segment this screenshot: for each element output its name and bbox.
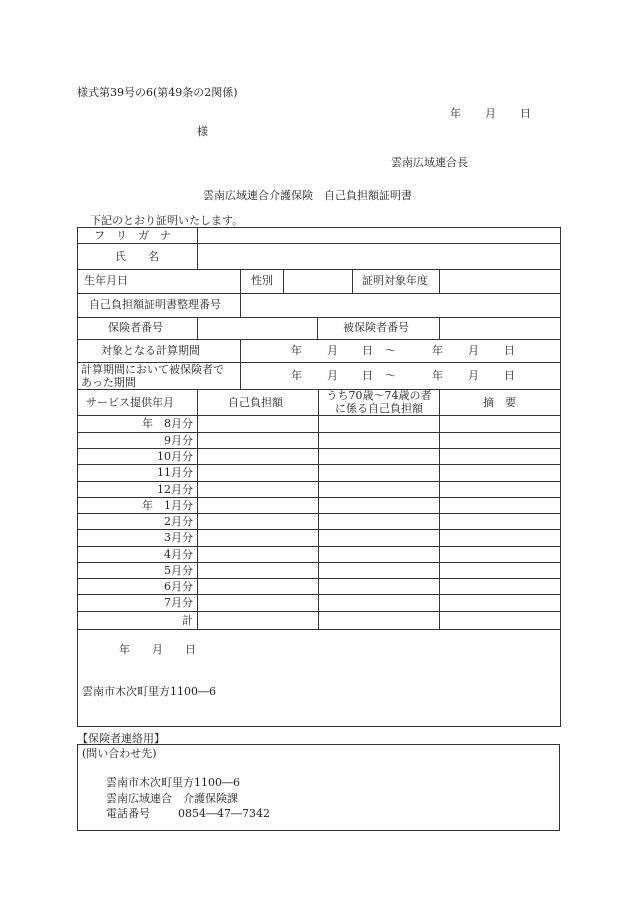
insured-period-day2: 日 — [504, 369, 515, 382]
calc-period-label: 対象となる計算期間 — [101, 344, 200, 357]
issuer-name: 雲南広域連合長 — [391, 156, 468, 169]
date-month-label: 月 — [485, 107, 496, 120]
col-header-age-line1: うち70歳～74歳の者 — [326, 389, 432, 402]
table-row: 7月分 — [164, 596, 193, 609]
table-row: 11月分 — [157, 466, 193, 479]
table-row: 9月分 — [164, 434, 193, 447]
table-row: 5月分 — [164, 564, 193, 577]
cert-number-label: 自己負担額証明書整理番号 — [89, 298, 221, 311]
calc-period-day1: 日 — [362, 344, 373, 357]
table-row: 3月分 — [164, 531, 193, 544]
phone-number: 0854―47―7342 — [178, 807, 270, 820]
table-row-total: 計 — [182, 614, 193, 627]
birthdate-label: 生年月日 — [84, 274, 128, 287]
calc-period-year1: 年 — [291, 344, 302, 357]
calc-period-month2: 月 — [468, 344, 479, 357]
insured-period-day1: 日 — [362, 369, 373, 382]
phone-label: 電話番号 — [106, 807, 150, 820]
certificate-table — [77, 227, 561, 727]
date-day-label: 日 — [520, 107, 531, 120]
table-row: 年 8月分 — [142, 417, 193, 430]
calc-period-month1: 月 — [327, 344, 338, 357]
furigana-label: フ リ ガ ナ — [94, 229, 171, 242]
insured-period-label-1: 計算期間において被保険者で — [81, 363, 224, 376]
form-number: 様式第39号の6(第49条の2関係) — [77, 86, 238, 99]
table-row: 12月分 — [157, 483, 193, 496]
name-label: 氏 名 — [115, 250, 159, 263]
contact-address: 雲南市木次町里方1100―6 — [106, 776, 240, 789]
target-year-label: 証明対象年度 — [362, 274, 428, 287]
addressee-suffix: 様 — [197, 125, 208, 138]
contact-box — [77, 744, 560, 831]
insured-number-label: 被保険者番号 — [343, 321, 409, 334]
insurer-number-label: 保険者番号 — [108, 321, 163, 334]
calc-period-day2: 日 — [504, 344, 515, 357]
insured-period-year1: 年 — [291, 369, 302, 382]
contact-heading: 【保険者連絡用】 — [77, 732, 165, 745]
col-header-self-pay: 自己負担額 — [228, 396, 283, 409]
table-row: 4月分 — [164, 548, 193, 561]
issue-date: 年 月 日 — [119, 643, 196, 656]
insured-period-year2: 年 — [432, 369, 443, 382]
insured-period-month1: 月 — [327, 369, 338, 382]
calc-period-year2: 年 — [432, 344, 443, 357]
issuer-address: 雲南市木次町里方1100―6 — [82, 685, 216, 698]
table-row: 年 1月分 — [142, 499, 193, 512]
intro-text: 下記のとおり証明いたします。 — [90, 214, 244, 227]
calc-period-tilde: ～ — [385, 344, 396, 357]
document-title: 雲南広域連合介護保険 自己負担額証明書 — [203, 189, 412, 202]
insured-period-month2: 月 — [468, 369, 479, 382]
insured-period-tilde: ～ — [385, 369, 396, 382]
insured-period-label-2: あった期間 — [81, 376, 136, 389]
table-row: 2月分 — [164, 515, 193, 528]
col-header-service-month: サービス提供年月 — [86, 396, 174, 409]
gender-label: 性別 — [251, 274, 273, 287]
col-header-note: 摘 要 — [483, 396, 516, 409]
date-year-label: 年 — [450, 107, 461, 120]
inquiry-label: (問い合わせ先) — [82, 747, 157, 760]
table-row: 10月分 — [157, 450, 193, 463]
contact-department: 雲南広域連合 介護保険課 — [106, 792, 238, 805]
col-header-age-line2: に係る自己負担額 — [335, 402, 423, 415]
table-row: 6月分 — [164, 580, 193, 593]
